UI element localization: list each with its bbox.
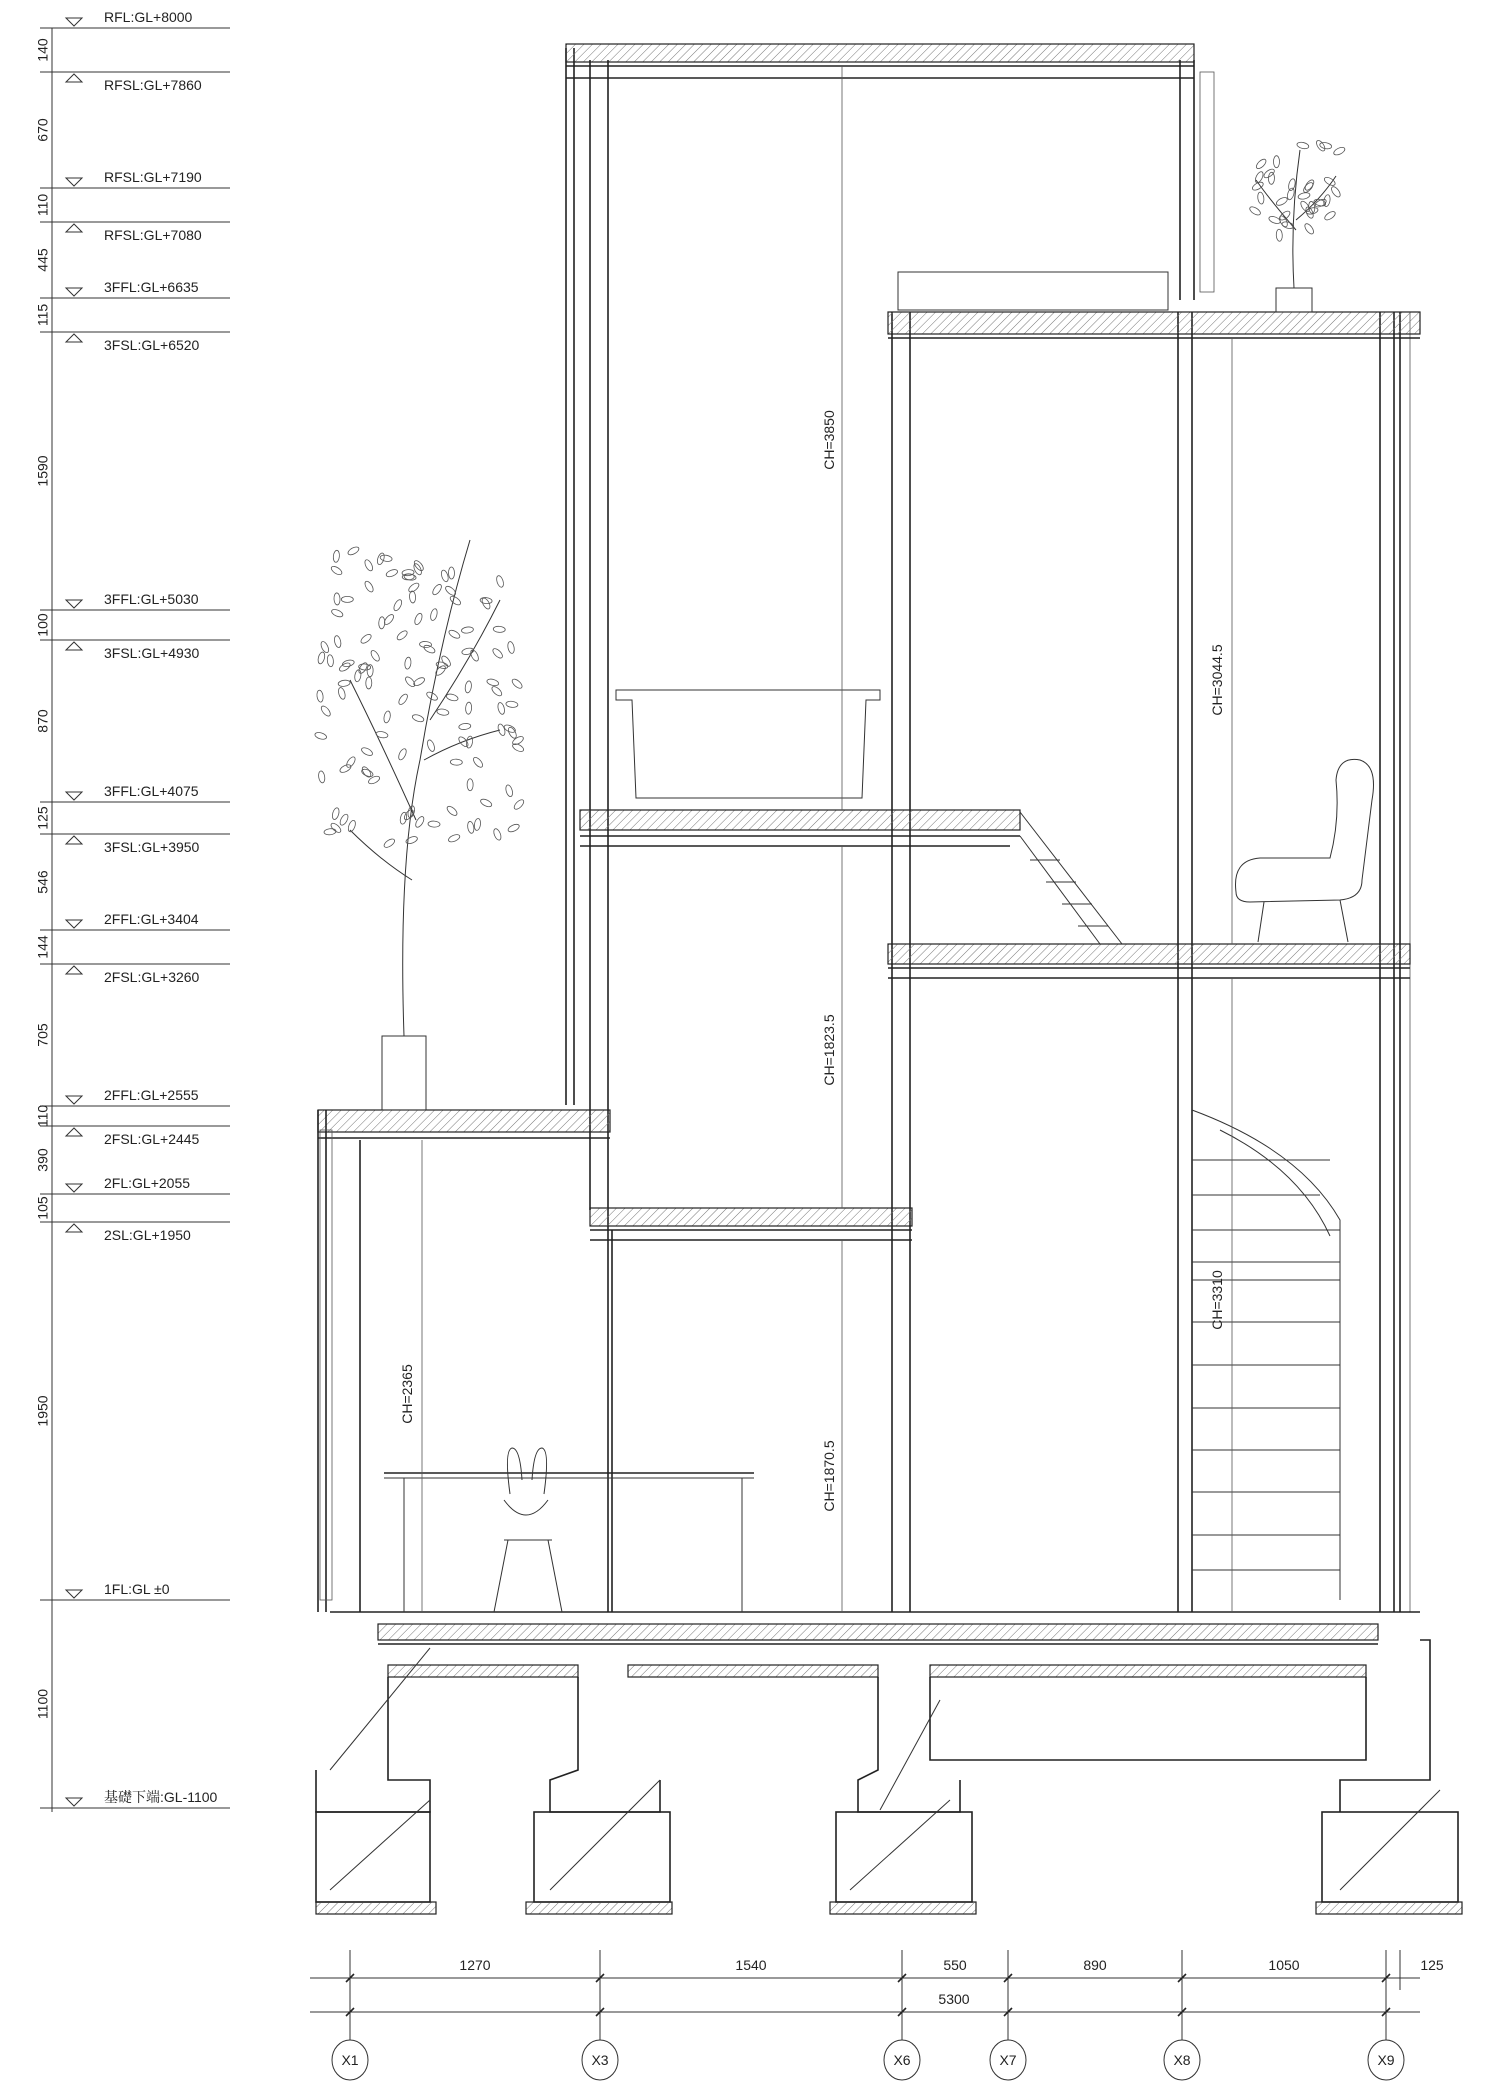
leaf bbox=[431, 583, 443, 596]
leaf bbox=[486, 678, 499, 687]
leaf bbox=[316, 690, 324, 703]
leaf bbox=[1323, 194, 1331, 207]
leaf bbox=[467, 821, 475, 834]
leaf bbox=[464, 680, 472, 693]
level-gap-label: 115 bbox=[34, 303, 51, 327]
leaf bbox=[472, 756, 484, 769]
level-label: RFSL:GL+7860 bbox=[104, 77, 202, 93]
leaf bbox=[339, 763, 352, 774]
leaf bbox=[458, 723, 471, 730]
ground-floor-slab bbox=[378, 1624, 1378, 1640]
level-marker-icon bbox=[66, 1128, 82, 1136]
grid-span-label: 550 bbox=[943, 1957, 967, 1973]
building-section bbox=[314, 44, 1462, 1914]
leaf bbox=[331, 608, 344, 618]
level-marker-icon bbox=[66, 836, 82, 844]
leaf bbox=[338, 661, 351, 672]
leaf bbox=[491, 647, 504, 660]
ceiling-height-label: CH=2365 bbox=[399, 1364, 415, 1424]
level-gap-label: 144 bbox=[34, 935, 51, 959]
leaf bbox=[361, 765, 373, 778]
leaf bbox=[392, 598, 403, 611]
leaf bbox=[334, 593, 341, 605]
leaf bbox=[1330, 185, 1342, 198]
ceiling-height-label: CH=1870.5 bbox=[821, 1440, 837, 1512]
leaf bbox=[1263, 167, 1276, 179]
grid-dimensions bbox=[310, 1950, 1444, 2080]
level-marker-icon bbox=[66, 642, 82, 650]
level-marker-icon bbox=[66, 1096, 82, 1104]
leaf bbox=[419, 641, 431, 648]
level-marker-icon bbox=[66, 224, 82, 232]
dining-set bbox=[384, 1448, 754, 1612]
bathtub bbox=[616, 690, 880, 798]
armchair bbox=[1236, 759, 1374, 902]
leaf bbox=[461, 626, 474, 634]
leaf bbox=[1323, 210, 1336, 222]
leaf bbox=[1254, 171, 1265, 184]
leaf bbox=[396, 629, 409, 641]
level-label: 2SL:GL+1950 bbox=[104, 1227, 191, 1243]
level-marker-icon bbox=[66, 334, 82, 342]
leaf bbox=[347, 545, 360, 556]
level-gap-label: 1590 bbox=[34, 455, 51, 487]
leaf bbox=[380, 554, 393, 562]
leaf bbox=[319, 640, 330, 653]
leaf bbox=[1248, 205, 1261, 216]
leaf bbox=[493, 626, 505, 633]
leaf bbox=[513, 798, 526, 811]
leaf bbox=[480, 597, 493, 604]
leaf bbox=[492, 828, 502, 841]
floor-slab-2f bbox=[590, 1208, 912, 1226]
leaf bbox=[413, 612, 423, 625]
level-marker-icon bbox=[66, 600, 82, 608]
leaf bbox=[383, 710, 391, 723]
leaf bbox=[1315, 139, 1327, 152]
ladder-stair bbox=[1020, 812, 1122, 944]
terrace-slab bbox=[888, 312, 1420, 334]
leaf bbox=[1275, 196, 1288, 207]
level-label: 3FSL:GL+4930 bbox=[104, 645, 200, 661]
leaf bbox=[397, 693, 409, 706]
level-marker-icon bbox=[66, 1590, 82, 1598]
level-scale bbox=[35, 9, 230, 1812]
leaf bbox=[479, 798, 492, 809]
level-label: 2FSL:GL+2445 bbox=[104, 1131, 200, 1147]
leaf bbox=[409, 591, 416, 603]
leaf bbox=[1276, 229, 1283, 241]
level-label: 2FSL:GL+3260 bbox=[104, 969, 200, 985]
roof-slab bbox=[566, 44, 1194, 62]
leaf bbox=[314, 731, 327, 740]
ceiling-height-label: CH=3850 bbox=[821, 410, 837, 470]
floor-slab-2f-upper bbox=[888, 944, 1410, 964]
leaf bbox=[497, 702, 506, 715]
leaf bbox=[507, 641, 515, 654]
leaf bbox=[429, 608, 438, 621]
level-gap-label: 110 bbox=[34, 193, 51, 217]
leaf bbox=[469, 649, 480, 662]
grid-axis-label: X8 bbox=[1173, 2052, 1191, 2068]
leaf bbox=[327, 654, 334, 667]
level-marker-icon bbox=[66, 18, 82, 26]
leaf bbox=[363, 580, 374, 593]
leaf bbox=[495, 575, 504, 588]
level-gap-label: 1950 bbox=[34, 1395, 51, 1427]
leaf bbox=[1268, 215, 1281, 225]
grid-span-label: 1540 bbox=[735, 1957, 767, 1973]
leaf bbox=[423, 644, 436, 655]
level-gap-label: 110 bbox=[34, 1104, 51, 1128]
level-gap-label: 125 bbox=[34, 806, 51, 830]
level-label: 3FFL:GL+5030 bbox=[104, 591, 199, 607]
level-marker-icon bbox=[66, 288, 82, 296]
level-label: 2FFL:GL+2555 bbox=[104, 1087, 199, 1103]
leaf bbox=[317, 651, 326, 664]
leaf bbox=[347, 819, 357, 832]
grid-span-label: 890 bbox=[1083, 1957, 1107, 1973]
leaf bbox=[385, 568, 398, 578]
ceiling-height-label: CH=3044.5 bbox=[1209, 644, 1225, 716]
leaf bbox=[1273, 156, 1279, 168]
leaf bbox=[339, 813, 350, 826]
level-marker-icon bbox=[66, 178, 82, 186]
leaf bbox=[505, 784, 514, 797]
level-label: RFSL:GL+7080 bbox=[104, 227, 202, 243]
grid-span-label: 1270 bbox=[459, 1957, 491, 1973]
leaf bbox=[467, 779, 473, 791]
level-marker-icon bbox=[66, 1184, 82, 1192]
tree-planter-large bbox=[314, 540, 525, 1110]
level-label: 1FL:GL ±0 bbox=[104, 1581, 170, 1597]
leaf bbox=[444, 585, 457, 597]
leaf bbox=[448, 567, 454, 579]
leaf bbox=[383, 837, 396, 849]
leaf bbox=[363, 559, 374, 572]
level-marker-icon bbox=[66, 1798, 82, 1806]
level-marker-icon bbox=[66, 74, 82, 82]
grid-span-label: 1050 bbox=[1268, 1957, 1300, 1973]
leaf bbox=[428, 821, 440, 828]
leaf bbox=[448, 629, 461, 640]
leaf bbox=[446, 693, 459, 702]
leaf bbox=[474, 818, 482, 831]
leaf bbox=[1303, 178, 1315, 191]
level-label: 3FSL:GL+3950 bbox=[104, 839, 200, 855]
leaf bbox=[1296, 141, 1309, 150]
leaf bbox=[506, 701, 519, 708]
leaf bbox=[331, 807, 340, 820]
leaf bbox=[405, 835, 418, 845]
grid-axis-label: X9 bbox=[1377, 2052, 1395, 2068]
leaf bbox=[360, 746, 373, 757]
level-marker-icon bbox=[66, 792, 82, 800]
level-gap-label: 1100 bbox=[34, 1688, 51, 1720]
leaf bbox=[1257, 192, 1265, 205]
leaf bbox=[341, 596, 353, 602]
level-gap-label: 670 bbox=[34, 118, 51, 142]
level-label: RFSL:GL+7190 bbox=[104, 169, 202, 185]
leaf bbox=[511, 677, 524, 689]
level-label: 3FFL:GL+4075 bbox=[104, 783, 199, 799]
level-marker-icon bbox=[66, 920, 82, 928]
leaf bbox=[414, 815, 425, 828]
level-marker-icon bbox=[66, 1224, 82, 1232]
grid-axis-label: X7 bbox=[999, 2052, 1017, 2068]
leaf bbox=[447, 833, 460, 843]
leaf bbox=[507, 823, 520, 834]
leaf bbox=[337, 687, 346, 700]
level-label: 基礎下端:GL-1100 bbox=[104, 1789, 218, 1805]
grid-axis-label: X3 bbox=[591, 2052, 609, 2068]
leaf bbox=[1302, 181, 1315, 194]
leaf bbox=[449, 595, 462, 607]
leaf bbox=[338, 679, 351, 687]
leaf bbox=[1333, 146, 1346, 157]
leaf bbox=[330, 565, 343, 577]
leaf bbox=[354, 669, 362, 682]
leaf bbox=[359, 633, 372, 645]
grid-span-label: 125 bbox=[1420, 1957, 1444, 1973]
leaf bbox=[1319, 142, 1332, 150]
leaf bbox=[440, 569, 449, 582]
floor-slab-2f-lower bbox=[318, 1110, 610, 1132]
leaf bbox=[426, 739, 436, 752]
leaf bbox=[366, 677, 372, 689]
level-label: 3FSL:GL+6520 bbox=[104, 337, 200, 353]
level-marker-icon bbox=[66, 966, 82, 974]
level-label: 2FL:GL+2055 bbox=[104, 1175, 191, 1191]
leaf bbox=[404, 657, 411, 670]
leaf bbox=[1297, 192, 1310, 201]
leaf bbox=[434, 664, 447, 677]
level-gap-label: 870 bbox=[34, 709, 51, 733]
leaf bbox=[465, 702, 472, 714]
leaf bbox=[1268, 172, 1274, 184]
leaf bbox=[446, 805, 459, 817]
level-label: RFL:GL+8000 bbox=[104, 9, 193, 25]
ceiling-height-label: CH=3310 bbox=[1209, 1270, 1225, 1330]
level-gap-label: 105 bbox=[34, 1196, 51, 1220]
leaf bbox=[402, 569, 414, 576]
leaf bbox=[450, 759, 462, 765]
leaf bbox=[1255, 158, 1268, 171]
leaf bbox=[1286, 187, 1295, 200]
leaf bbox=[324, 828, 337, 835]
level-gap-label: 705 bbox=[34, 1023, 51, 1047]
foundation bbox=[316, 1640, 1462, 1914]
level-gap-label: 390 bbox=[34, 1148, 51, 1172]
leaf bbox=[333, 635, 342, 648]
grid-axis-label: X1 bbox=[341, 2052, 359, 2068]
leaf bbox=[490, 685, 503, 697]
leaf bbox=[411, 713, 424, 723]
level-gap-label: 140 bbox=[34, 38, 51, 62]
grid-axis-label: X6 bbox=[893, 2052, 911, 2068]
level-gap-label: 100 bbox=[34, 613, 51, 637]
leaf bbox=[342, 659, 355, 668]
leaf bbox=[1303, 222, 1315, 235]
leaf bbox=[436, 708, 449, 716]
tree-planter-small bbox=[1248, 139, 1346, 312]
leaf bbox=[318, 770, 326, 783]
level-gap-label: 546 bbox=[34, 870, 51, 894]
leaf bbox=[397, 748, 408, 761]
grid-total-label: 5300 bbox=[938, 1991, 970, 2007]
leaf bbox=[399, 812, 407, 825]
leaf bbox=[320, 705, 332, 718]
level-label: 2FFL:GL+3404 bbox=[104, 911, 199, 927]
level-label: 3FFL:GL+6635 bbox=[104, 279, 199, 295]
ceiling-height-label: CH=1823.5 bbox=[821, 1014, 837, 1086]
level-gap-label: 445 bbox=[34, 248, 51, 272]
leaf bbox=[333, 550, 340, 563]
floor-slab-3f bbox=[580, 810, 1020, 830]
leaf bbox=[369, 649, 381, 662]
leaf bbox=[1278, 215, 1289, 228]
spiral-stair bbox=[1192, 1110, 1340, 1600]
